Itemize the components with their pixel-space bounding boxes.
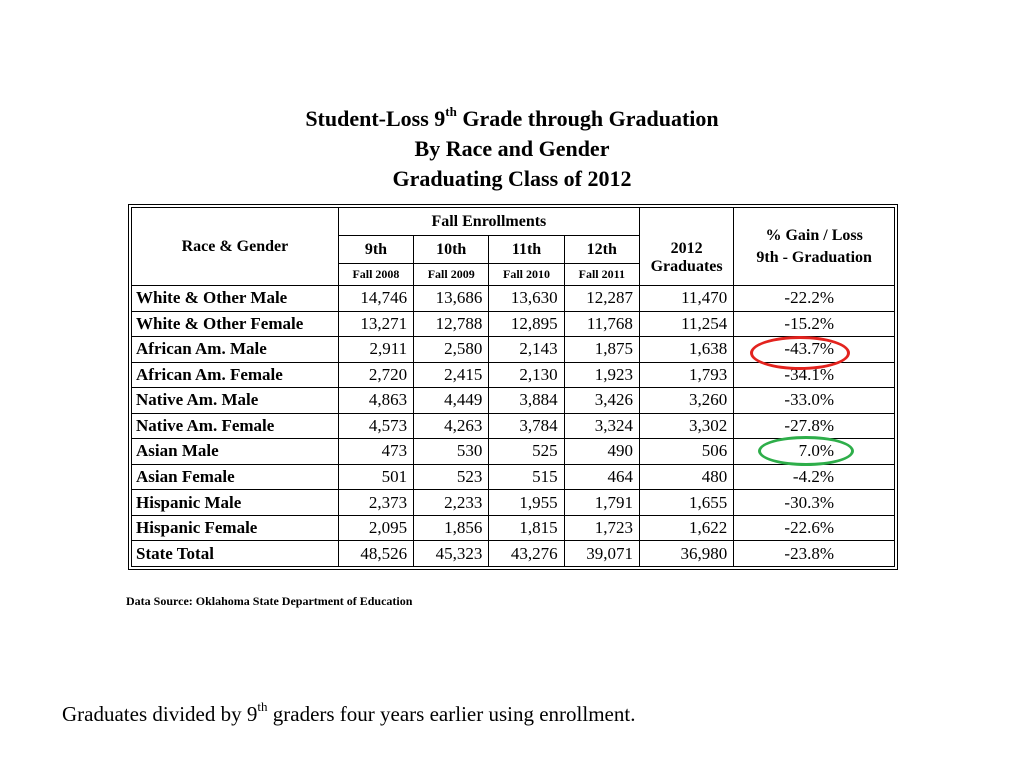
caption-superscript: th [257,699,268,714]
header-year-2008: Fall 2008 [338,264,413,286]
table-frame [128,204,898,570]
header-fall-enrollments: Fall Enrollments [338,208,639,236]
cell-g11: 2,130 [489,362,564,388]
cell-g9: 2,911 [338,337,413,363]
row-label: Asian Female [132,464,339,490]
cell-g12: 1,923 [564,362,639,388]
cell-g11: 3,784 [489,413,564,439]
cell-g11: 1,815 [489,515,564,541]
cell-grads: 1,793 [639,362,733,388]
header-year-2010: Fall 2010 [489,264,564,286]
table-row [132,286,895,312]
cell-pct: -30.3% [734,490,895,516]
cell-g12: 39,071 [564,541,639,567]
document-title [0,104,1024,194]
cell-grads: 3,260 [639,388,733,414]
cell-pct: -27.8% [734,413,895,439]
cell-pct: -22.2% [734,286,895,312]
cell-g10: 2,580 [414,337,489,363]
header-grade-11: 11th [489,236,564,264]
table-row [132,413,895,439]
cell-g9: 4,863 [338,388,413,414]
cell-g11: 3,884 [489,388,564,414]
header-grade-12: 12th [564,236,639,264]
caption-pre: Graduates divided by 9 [62,702,258,726]
caption-text [62,699,636,727]
cell-g11: 525 [489,439,564,465]
header-race-gender: Race & Gender [132,208,339,286]
green-circle-highlight [758,436,854,466]
table-row [132,541,895,567]
row-label: African Am. Female [132,362,339,388]
title-line-1-text: Student-Loss 9 [305,106,446,131]
cell-g10: 2,233 [414,490,489,516]
cell-g12: 12,287 [564,286,639,312]
header-gain-loss-line1: % Gain / Loss [765,226,863,244]
cell-g12: 3,324 [564,413,639,439]
cell-g12: 1,791 [564,490,639,516]
cell-grads: 1,655 [639,490,733,516]
cell-pct: 7.0% [734,439,895,465]
cell-g11: 43,276 [489,541,564,567]
cell-g10: 12,788 [414,311,489,337]
cell-g10: 13,686 [414,286,489,312]
cell-g12: 464 [564,464,639,490]
cell-g9: 2,373 [338,490,413,516]
cell-g9: 14,746 [338,286,413,312]
row-label: White & Other Male [132,286,339,312]
cell-g10: 523 [414,464,489,490]
cell-g12: 11,768 [564,311,639,337]
title-line-1-rest: Grade through Graduation [456,106,719,131]
cell-g10: 2,415 [414,362,489,388]
data-source-note: Data Source: Oklahoma State Department of Education [126,594,413,608]
cell-g9: 2,720 [338,362,413,388]
cell-pct: -4.2% [734,464,895,490]
cell-g12: 1,723 [564,515,639,541]
header-graduates-line2: Graduates [650,257,723,275]
header-grade-10: 10th [414,236,489,264]
header-year-2009: Fall 2009 [414,264,489,286]
cell-g9: 48,526 [338,541,413,567]
enrollment-table [131,207,895,567]
cell-grads: 506 [639,439,733,465]
cell-g12: 1,875 [564,337,639,363]
row-label: White & Other Female [132,311,339,337]
row-label: Hispanic Female [132,515,339,541]
cell-g11: 13,630 [489,286,564,312]
cell-g9: 501 [338,464,413,490]
header-graduates-line1: 2012 [670,239,703,257]
cell-pct: -33.0% [734,388,895,414]
cell-grads: 480 [639,464,733,490]
title-line-2: By Race and Gender [414,136,610,161]
cell-pct: -22.6% [734,515,895,541]
cell-g10: 530 [414,439,489,465]
header-year-2011: Fall 2011 [564,264,639,286]
row-label: Native Am. Male [132,388,339,414]
cell-pct: -43.7% [734,337,895,363]
row-label: State Total [132,541,339,567]
row-label: Hispanic Male [132,490,339,516]
cell-g11: 1,955 [489,490,564,516]
table-row [132,464,895,490]
cell-g11: 515 [489,464,564,490]
red-circle-highlight [750,336,850,370]
title-superscript: th [445,103,457,119]
table-body [132,286,895,567]
cell-pct: -15.2% [734,311,895,337]
cell-g10: 1,856 [414,515,489,541]
cell-g11: 12,895 [489,311,564,337]
row-label: African Am. Male [132,337,339,363]
row-label: Native Am. Female [132,413,339,439]
cell-g12: 3,426 [564,388,639,414]
cell-g9: 4,573 [338,413,413,439]
table-row [132,490,895,516]
cell-grads: 1,638 [639,337,733,363]
caption-post: graders four years earlier using enrollment. [267,702,636,726]
table-row [132,515,895,541]
cell-g9: 473 [338,439,413,465]
cell-grads: 11,470 [639,286,733,312]
cell-pct: -23.8% [734,541,895,567]
header-grade-9: 9th [338,236,413,264]
header-gain-loss [734,208,895,286]
cell-g9: 13,271 [338,311,413,337]
title-line-3: Graduating Class of 2012 [392,166,632,191]
cell-g10: 45,323 [414,541,489,567]
cell-grads: 1,622 [639,515,733,541]
title-line-1 [0,104,1024,134]
cell-g12: 490 [564,439,639,465]
cell-grads: 36,980 [639,541,733,567]
cell-g11: 2,143 [489,337,564,363]
header-graduates [639,208,733,286]
header-gain-loss-line2: 9th - Graduation [756,248,872,266]
cell-grads: 3,302 [639,413,733,439]
cell-pct: -34.1% [734,362,895,388]
table-row [132,311,895,337]
cell-g9: 2,095 [338,515,413,541]
table-row [132,388,895,414]
cell-g10: 4,263 [414,413,489,439]
cell-grads: 11,254 [639,311,733,337]
cell-g10: 4,449 [414,388,489,414]
row-label: Asian Male [132,439,339,465]
